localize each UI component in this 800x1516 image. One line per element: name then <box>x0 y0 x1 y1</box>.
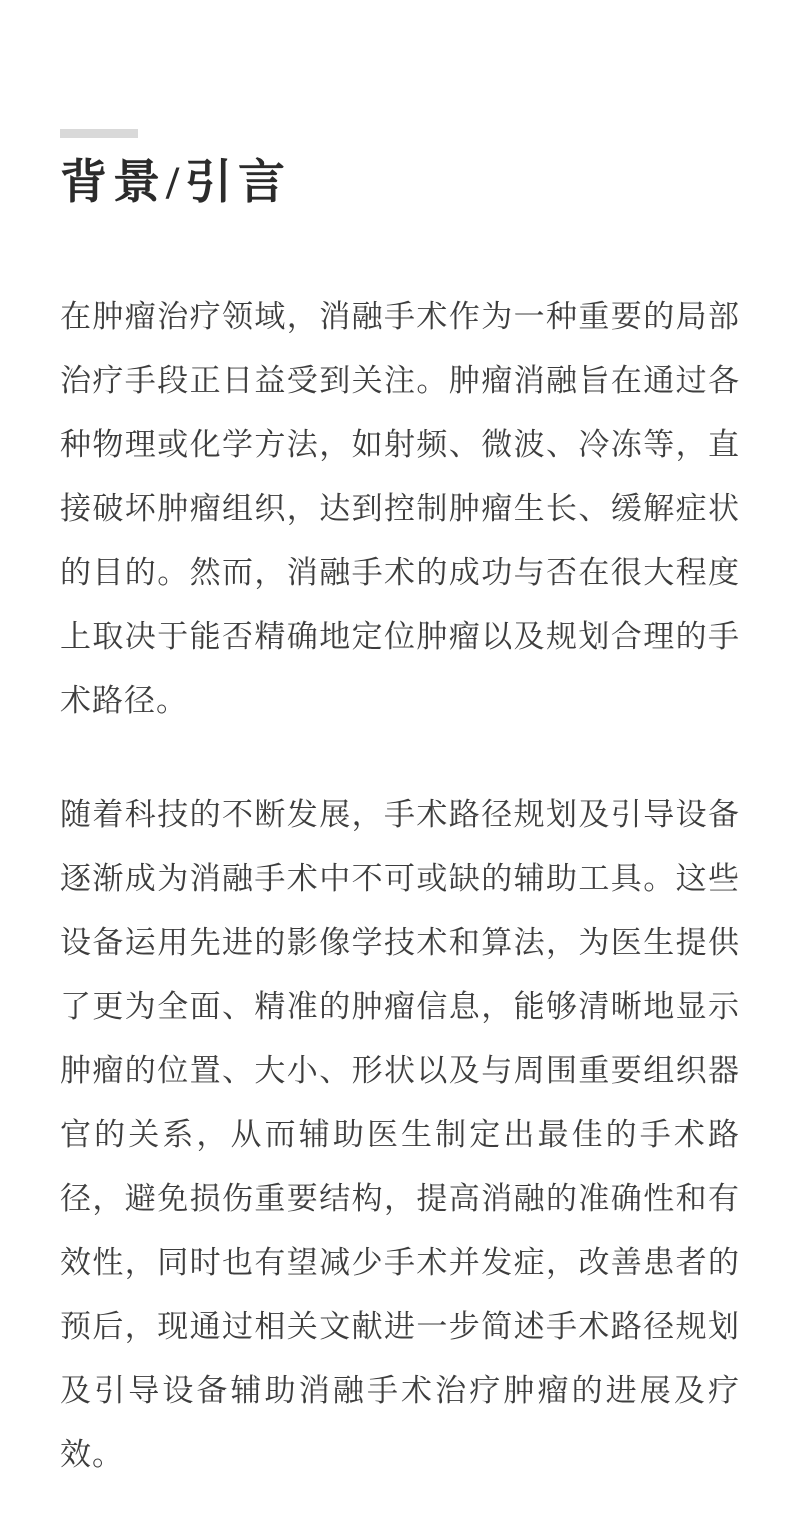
section-accent-bar <box>60 129 138 138</box>
paragraph-background-intro-1: 在肿瘤治疗领域，消融手术作为一种重要的局部治疗手段正日益受到关注。肿瘤消融旨在通过各种物理或化学方法，如射频、微波、冷冻等，直接破坏肿瘤组织，达到控制肿瘤生长、缓解症状的目的。然而，消融手术的成功与否在很大程度上取决于能否精确地定位肿瘤以及规划合理的手术路径。 <box>60 299 740 718</box>
article-content <box>60 0 740 1487</box>
section-title: 背景/引言 <box>60 157 292 209</box>
paragraph-background-intro-2: 随着科技的不断发展，手术路径规划及引导设备逐渐成为消融手术中不可或缺的辅助工具。这些设备运用先进的影像学技术和算法，为医生提供了更为全面、精准的肿瘤信息，能够清晰地显示肿瘤的位置、大小、形状以及与周围重要组织器官的关系，从而辅助医生制定出最佳的手术路径，避免损伤重要结构，提高消融的准确性和有效性，同时也有望减少手术并发症，改善患者的预后，现通过相关文献进一步简述手术路径规划及引导设备辅助消融手术治疗肿瘤的进展及疗效。 <box>60 797 740 1472</box>
section-body <box>60 285 740 1487</box>
